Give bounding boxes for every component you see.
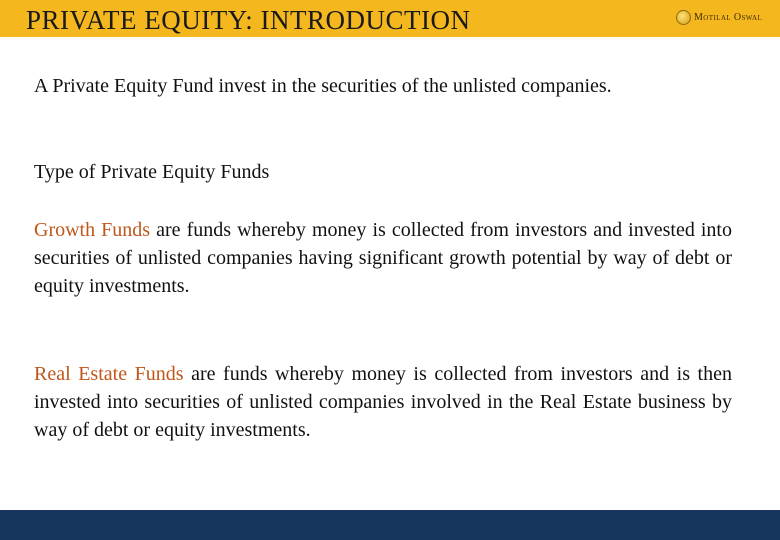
footer-bar: [0, 510, 780, 540]
sun-emblem-icon: [676, 10, 691, 25]
growth-funds-description: are funds whereby money is collected from investors and invested into securities of unlisted companies having significant growth potential by way of debt or equity investments.: [34, 219, 732, 297]
real-estate-funds-term: Real Estate Funds: [34, 363, 184, 385]
logo-text: Motilal Oswal: [694, 11, 763, 23]
company-logo: [676, 6, 772, 28]
section-heading: Type of Private Equity Funds: [34, 161, 270, 183]
growth-funds-paragraph: [34, 216, 732, 300]
header-bar: [0, 0, 780, 37]
intro-text: A Private Equity Fund invest in the securities of the unlisted companies.: [34, 75, 612, 97]
slide-title: PRIVATE EQUITY: INTRODUCTION: [26, 5, 471, 35]
real-estate-funds-paragraph: [34, 360, 732, 444]
growth-funds-term: Growth Funds: [34, 219, 151, 241]
real-estate-funds-description: are funds whereby money is collected from investors and is then invested into securities of unlisted companies involved in the Real Estate business by way of debt or equity investments.: [34, 363, 732, 441]
